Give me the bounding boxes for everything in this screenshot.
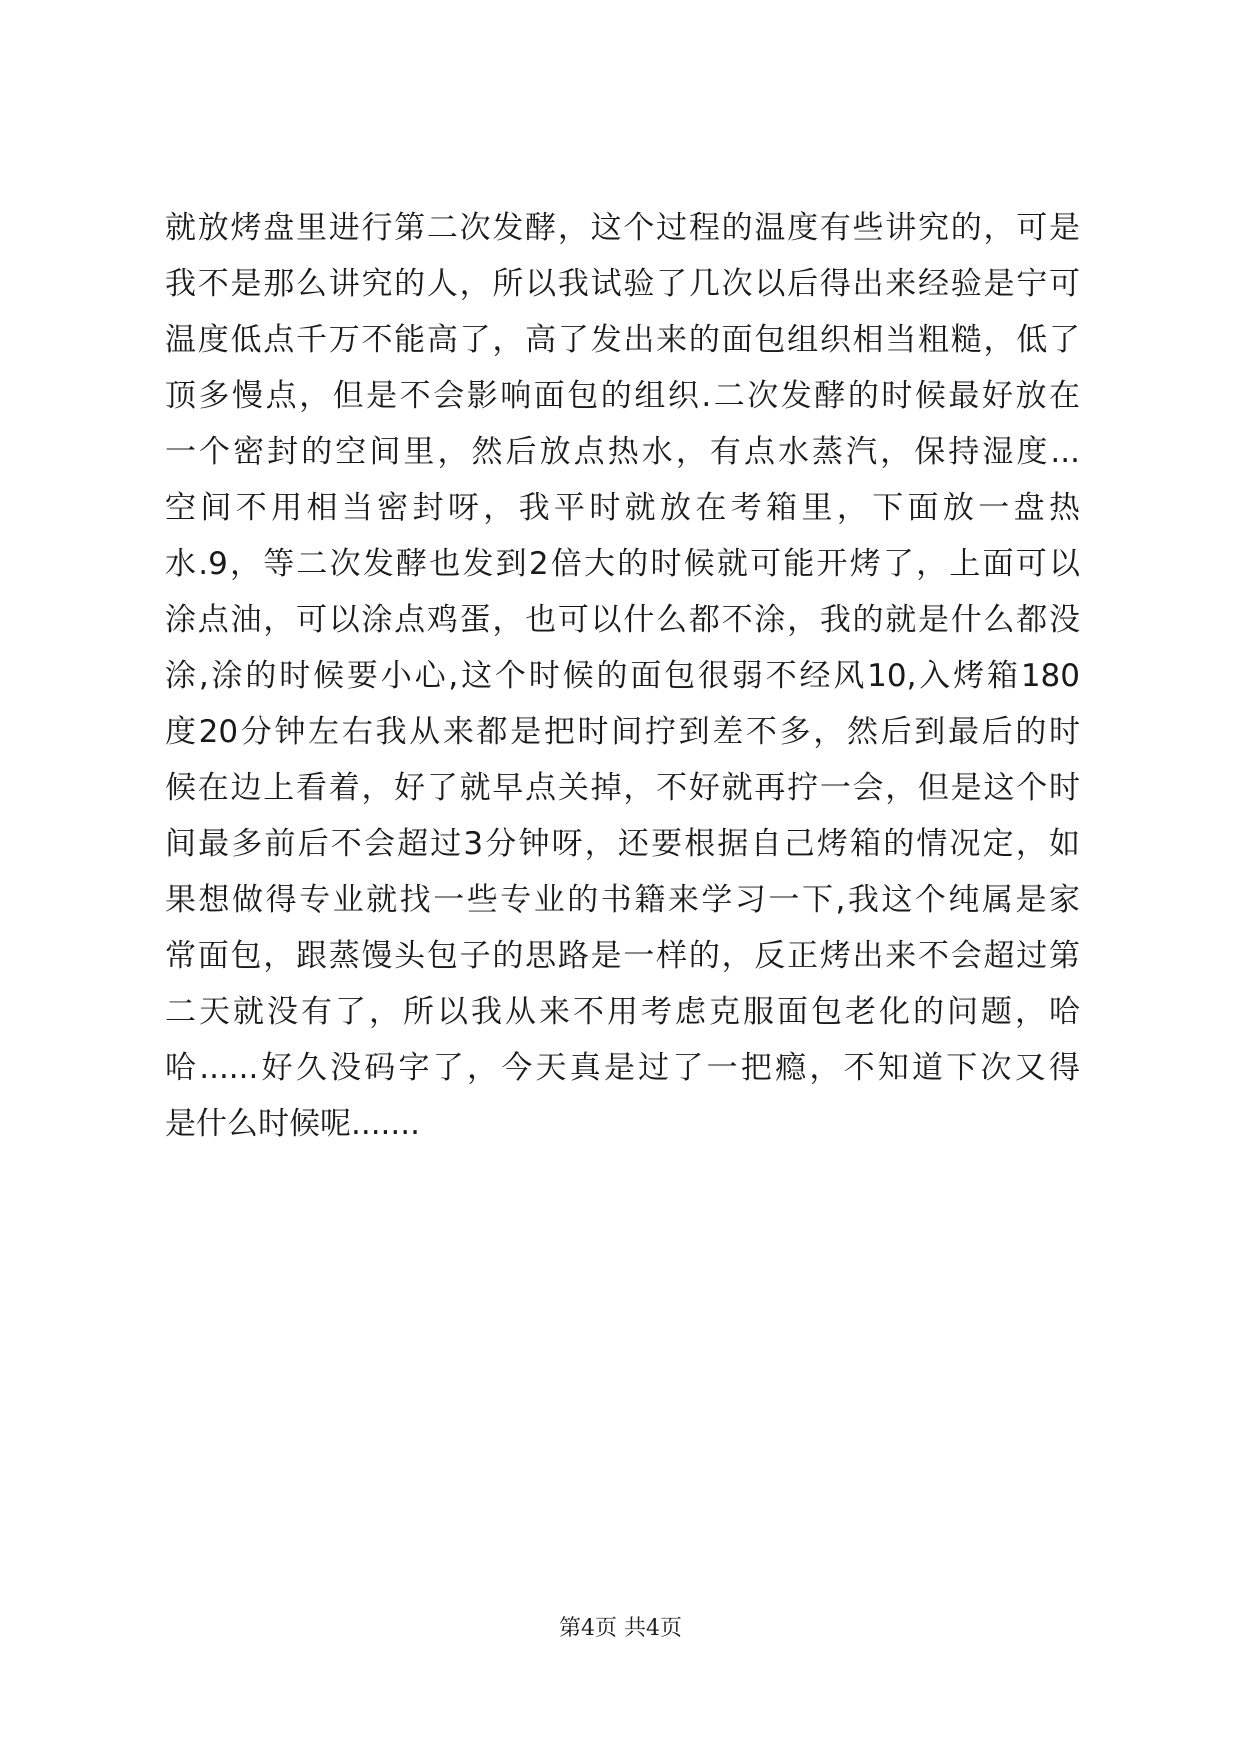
text-line: 涂,涂的时候要小心,这个时候的面包很弱不经风10,入烤箱180 [165,658,1080,694]
text-line: 是什么时候呢....... [165,1106,420,1142]
text-line: 顶多慢点，但是不会影响面包的组织.二次发酵的时候最好放在 [165,378,1080,414]
text-line: 常面包，跟蒸馒头包子的思路是一样的，反正烤出来不会超过第 [165,938,1080,974]
text-line: 间最多前后不会超过3分钟呀，还要根据自己烤箱的情况定，如 [165,826,1080,862]
text-line: 涂点油，可以涂点鸡蛋，也可以什么都不涂，我的就是什么都没 [165,602,1080,638]
text-line: 水.9，等二次发酵也发到2倍大的时候就可能开烤了，上面可以 [165,546,1080,582]
body-text [165,200,1080,1152]
text-line: 温度低点千万不能高了，高了发出来的面包组织相当粗糙，低了 [165,322,1080,358]
text-line: 就放烤盘里进行第二次发酵，这个过程的温度有些讲究的，可是 [165,210,1080,246]
text-line: 果想做得专业就找一些专业的书籍来学习一下,我这个纯属是家 [165,882,1080,918]
text-line: 我不是那么讲究的人，所以我试验了几次以后得出来经验是宁可 [165,266,1080,302]
text-line: 候在边上看着，好了就早点关掉，不好就再拧一会，但是这个时 [165,770,1080,806]
text-line: 二天就没有了，所以我从来不用考虑克服面包老化的问题，哈 [165,994,1080,1030]
text-line: 一个密封的空间里，然后放点热水，有点水蒸汽，保持湿度... [165,434,1080,470]
page-footer: 第4页 共4页 [559,1616,682,1641]
text-line: 度20分钟左右我从来都是把时间拧到差不多，然后到最后的时 [165,714,1080,750]
text-line: 哈......好久没码字了，今天真是过了一把瘾，不知道下次又得 [165,1050,1080,1086]
text-line: 空间不用相当密封呀，我平时就放在考箱里，下面放一盘热 [165,490,1080,526]
